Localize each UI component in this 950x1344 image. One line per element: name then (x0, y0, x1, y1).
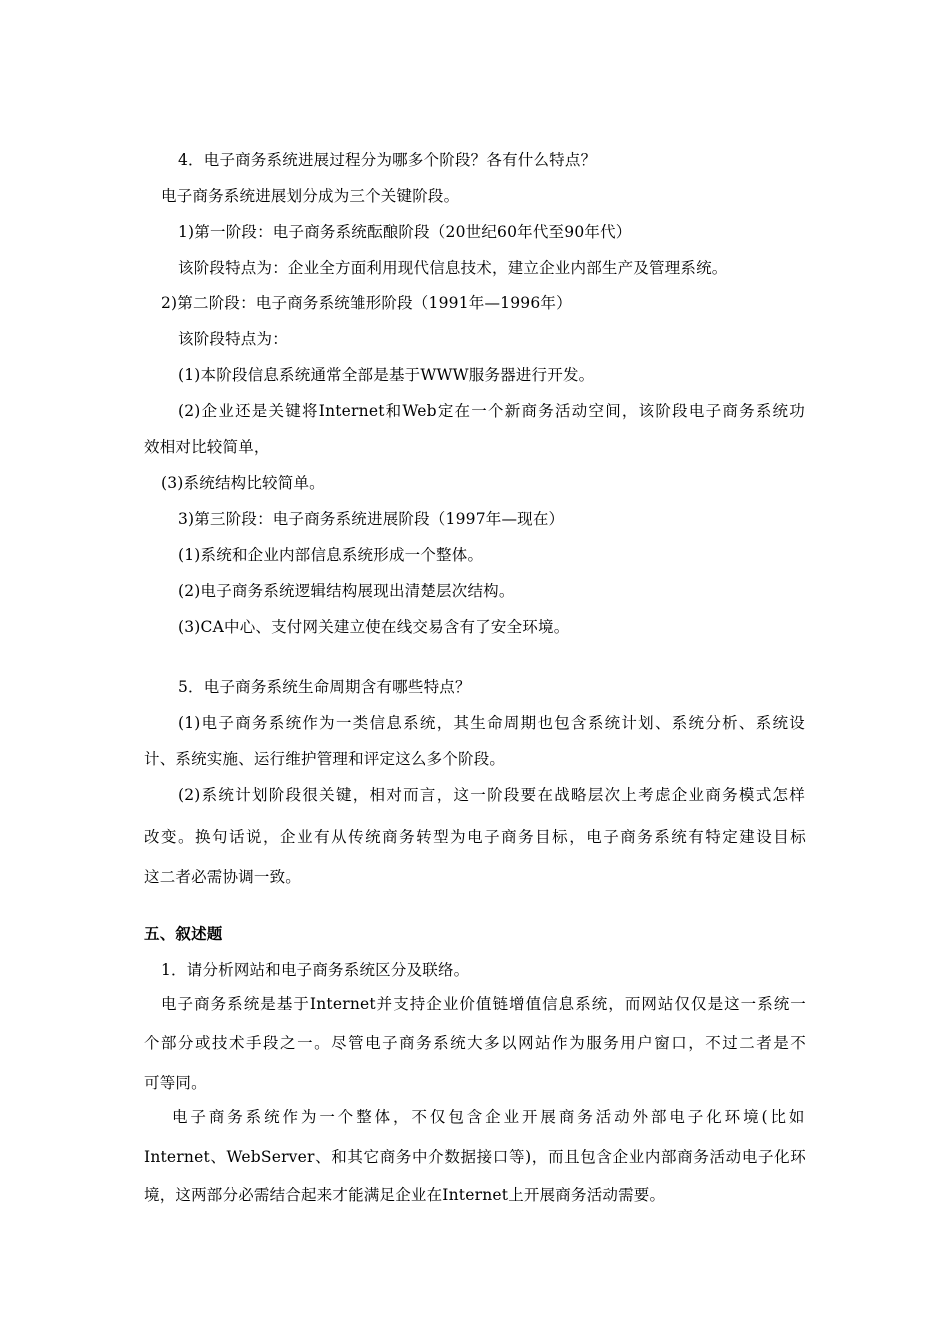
stage3-point3: (3)CA中心、支付网关建立使在线交易含有了安全环境。 (178, 618, 570, 636)
q5-p2-line2: 改变。换句话说，企业有从传统商务转型为电子商务目标，电子商务系统有特定建设目标 (144, 828, 806, 846)
section5-p2-line3: 境，这两部分必需结合起来才能满足企业在Internet上开展商务活动需要。 (144, 1186, 666, 1204)
section5-heading: 五、叙述题 (144, 924, 223, 943)
q4-title: 4．电子商务系统进展过程分为哪多个阶段？各有什么特点？ (178, 151, 597, 169)
stage3-point1: (1)系统和企业内部信息系统形成一个整体。 (178, 546, 484, 564)
stage2-feature-intro: 该阶段特点为： (178, 330, 288, 348)
section5-p1-line3: 可等同。 (144, 1074, 207, 1092)
q5-title: 5．电子商务系统生命周期含有哪些特点？ (178, 678, 471, 696)
section5-p1-line1: 电子商务系统是基于Internet并支持企业价值链增值信息系统，而网站仅仅是这一系统一 (161, 995, 806, 1013)
section5-p2-line2: Internet、WebServer、和其它商务中介数据接口等)，而且包含企业内部商务活动电子化环 (144, 1148, 806, 1166)
section5-p1-line2: 个部分或技术手段之一。尽管电子商务系统大多以网站作为服务用户窗口，不过二者是不 (144, 1034, 806, 1052)
q4-intro: 电子商务系统进展划分成为三个关键阶段。 (161, 187, 460, 205)
stage2-heading: 2)第二阶段：电子商务系统雏形阶段（1991年—1996年） (161, 294, 572, 312)
stage2-point1: (1)本阶段信息系统通常全部是基于WWW服务器进行开发。 (178, 366, 595, 384)
stage3-heading: 3)第三阶段：电子商务系统进展阶段（1997年—现在） (178, 510, 565, 528)
section5-q1-title: 1．请分析网站和电子商务系统区分及联络。 (161, 961, 470, 979)
stage2-point2-line2: 效相对比较简单， (144, 438, 270, 456)
q5-p1-line1: (1)电子商务系统作为一类信息系统，其生命周期也包含系统计划、系统分析、系统设 (178, 714, 805, 732)
q5-p2-line3: 这二者必需协调一致。 (144, 868, 302, 886)
stage2-point2-line1: (2)企业还是关键将Internet和Web定在一个新商务活动空间，该阶段电子商务系统功 (178, 402, 805, 420)
q5-p2-line1: (2)系统计划阶段很关键，相对而言，这一阶段要在战略层次上考虑企业商务模式怎样 (178, 786, 805, 804)
section5-p2-line1: 电子商务系统作为一个整体，不仅包含企业开展商务活动外部电子化环境(比如 (172, 1108, 806, 1126)
stage2-point3: (3)系统结构比较简单。 (161, 474, 325, 492)
q5-p1-line2: 计、系统实施、运行维护管理和评定这么多个阶段。 (144, 750, 506, 768)
stage3-point2: (2)电子商务系统逻辑结构展现出清楚层次结构。 (178, 582, 515, 600)
stage1-feature: 该阶段特点为：企业全方面利用现代信息技术，建立企业内部生产及管理系统。 (178, 259, 728, 277)
stage1-heading: 1)第一阶段：电子商务系统酝酿阶段（20世纪60年代至90年代） (178, 223, 632, 241)
